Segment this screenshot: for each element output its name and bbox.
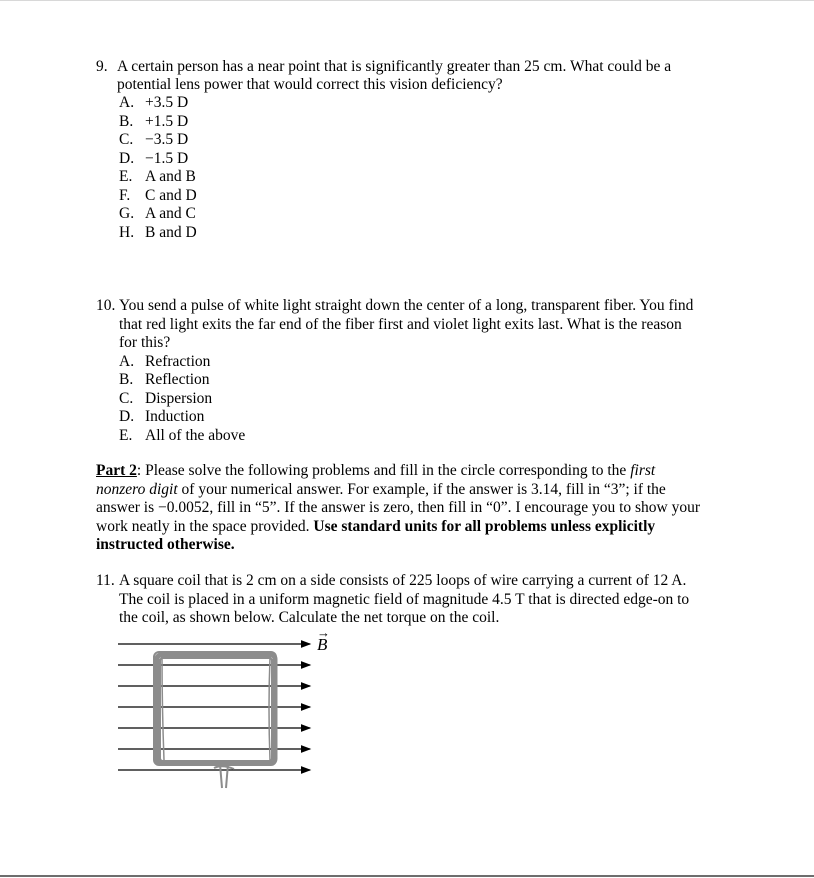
answer-option[interactable] <box>119 205 196 223</box>
coil-loop <box>157 655 275 763</box>
instruction-text: work neatly in the space provided. <box>96 517 314 535</box>
magnetic-field-lines <box>118 644 310 770</box>
option-letter: H. <box>119 223 135 241</box>
option-text: A and B <box>145 168 196 185</box>
answer-option[interactable] <box>119 94 188 112</box>
answer-option[interactable] <box>119 390 212 408</box>
answer-option[interactable] <box>119 150 188 168</box>
coil-in-magnetic-field-figure <box>110 628 350 798</box>
question-text-line: potential lens power that would correct this vision deficiency? <box>117 76 503 93</box>
question-number: 11. <box>96 572 115 589</box>
part-2-heading: Part 2 <box>96 462 137 479</box>
instruction-text: : Please solve the following problems and fill in the circle corresponding to the <box>136 462 631 479</box>
answer-option[interactable] <box>119 113 188 131</box>
option-text: +1.5 D <box>145 112 189 130</box>
option-text: +3.5 D <box>145 94 189 111</box>
coil-strand <box>162 658 164 760</box>
question-text-line: the coil, as shown below. Calculate the net torque on the coil. <box>119 609 500 626</box>
option-letter: G. <box>119 205 135 222</box>
page-bottom-border <box>0 875 814 877</box>
option-letter: A. <box>119 94 135 111</box>
answer-option[interactable] <box>119 224 197 242</box>
question-text-line: A square coil that is 2 cm on a side consists of 225 loops of wire carrying a current of 12 A. <box>119 572 687 589</box>
question-number: 9. <box>96 58 108 75</box>
option-letter: D. <box>119 149 135 167</box>
question-text-line: A certain person has a near point that is significantly greater than 25 cm. What could be a <box>117 58 672 75</box>
answer-option[interactable] <box>119 353 210 371</box>
coil-loop <box>160 658 272 761</box>
vector-arrow-symbol: → <box>317 628 330 640</box>
coil-lead-wire <box>214 766 234 769</box>
instruction-line <box>96 536 235 554</box>
option-text: Dispersion <box>145 389 213 407</box>
instruction-line <box>96 518 655 536</box>
instruction-line <box>96 481 666 499</box>
answer-option[interactable] <box>119 427 245 445</box>
option-letter: E. <box>119 168 133 185</box>
option-letter: B. <box>119 112 134 130</box>
option-letter: E. <box>119 426 133 444</box>
option-text: All of the above <box>145 426 246 444</box>
coil-strand <box>269 658 270 760</box>
option-text: Refraction <box>145 352 211 370</box>
emphasis-text: first <box>630 462 656 479</box>
option-letter: C. <box>119 389 134 407</box>
bold-instruction-text: Use standard units for all problems unless explicitly <box>313 517 656 535</box>
emphasis-text: nonzero digit <box>96 480 178 498</box>
option-letter: A. <box>119 352 135 370</box>
option-letter: D. <box>119 408 135 425</box>
instruction-line: answer is −0.0052, fill in “5”. If the answer is zero, then fill in “0”. I encourage you to show your <box>96 499 701 516</box>
answer-option[interactable] <box>119 371 210 389</box>
question-text-line: for this? <box>119 334 171 351</box>
bold-instruction-text: instructed otherwise. <box>96 536 235 553</box>
coil-lead-wire <box>220 764 222 788</box>
question-number: 10. <box>96 297 116 314</box>
option-text: Reflection <box>145 371 210 388</box>
field-label: B <box>317 635 328 654</box>
instruction-line <box>96 462 655 480</box>
option-text: Induction <box>145 408 205 425</box>
answer-option[interactable] <box>119 168 196 186</box>
question-text-line: You send a pulse of white light straight down the center of a long, transparent fiber. You find <box>119 297 694 314</box>
question-text-line: The coil is placed in a uniform magnetic field of magnitude 4.5 T that is directed edge-on to <box>119 590 690 608</box>
coil-loop <box>154 652 276 765</box>
answer-option[interactable] <box>119 187 197 205</box>
option-text: −3.5 D <box>145 131 189 148</box>
option-letter: F. <box>119 186 131 204</box>
option-letter: C. <box>119 131 134 148</box>
page-top-border <box>0 0 814 1</box>
option-text: A and C <box>145 205 196 222</box>
question-text-line: that red light exits the far end of the fiber first and violet light exits last. What is the reason <box>119 315 682 333</box>
option-text: B and D <box>145 223 197 241</box>
option-text: C and D <box>145 186 197 204</box>
square-coil <box>154 652 276 788</box>
option-letter: B. <box>119 371 134 388</box>
answer-option[interactable] <box>119 131 188 149</box>
option-text: −1.5 D <box>145 149 189 167</box>
answer-option[interactable] <box>119 408 204 426</box>
instruction-text: of your numerical answer. For example, if the answer is 3.14, fill in “3”; if the <box>177 480 666 498</box>
